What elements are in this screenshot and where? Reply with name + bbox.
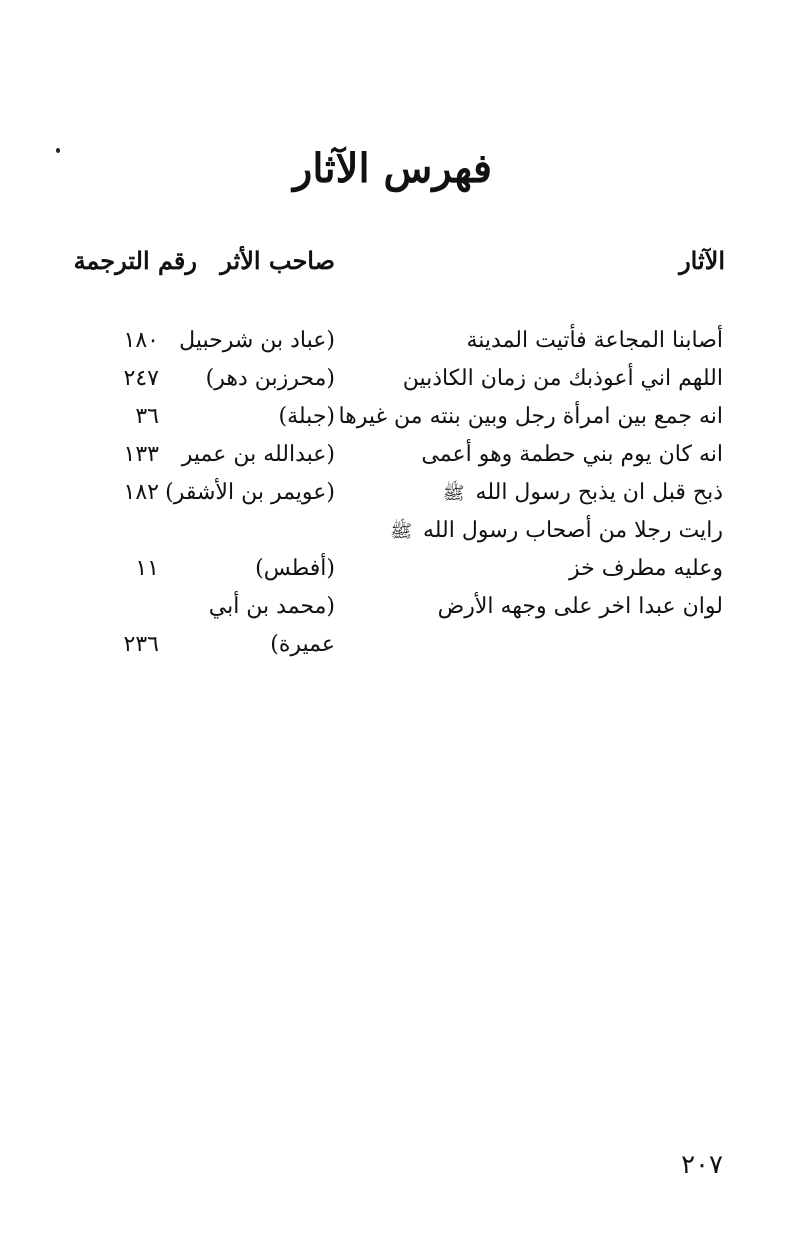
- row-owner: (محرزبن دهر): [205, 366, 335, 391]
- header-owner: صاحب الأثر: [220, 246, 335, 275]
- row-text: انه كان يوم بني حطمة وهو أعمى: [421, 442, 723, 467]
- row-number: ٣٦: [135, 404, 159, 429]
- row-owner: (عبدالله بن عمير: [181, 442, 335, 467]
- row-number: ١٣٣: [123, 442, 159, 467]
- table-row: [0, 550, 785, 588]
- table-row: [0, 588, 785, 626]
- row-number: ١١: [135, 556, 159, 581]
- page-number: ٢٠٧: [681, 1150, 723, 1180]
- row-number: ١٨٠: [123, 328, 159, 353]
- row-owner: (عباد بن شرحبيل: [179, 328, 335, 353]
- table-row: [0, 512, 785, 550]
- row-owner: (أفطس): [255, 556, 335, 581]
- row-text: انه جمع بين امرأة رجل وبين بنته من غيرها: [338, 404, 723, 429]
- table-row: [0, 360, 785, 398]
- row-text: اللهم اني أعوذبك من زمان الكاذبين: [402, 366, 723, 391]
- row-text: أصابنا المجاعة فأتيت المدينة: [466, 328, 723, 353]
- row-number: ١٨٢: [123, 480, 159, 505]
- row-text-with-salutation: [390, 512, 723, 551]
- page-title: فهرس الآثار: [293, 145, 492, 192]
- table-row: [0, 436, 785, 474]
- header-athar: الآثار: [679, 246, 725, 275]
- table-row: [0, 626, 785, 664]
- row-text: وعليه مطرف خز: [569, 556, 723, 581]
- salutation-glyph: ﷺ: [442, 483, 465, 504]
- row-owner: (محمد بن أبي: [208, 594, 335, 619]
- row-text: لوان عبدا اخر على وجهه الأرض: [437, 594, 723, 619]
- row-owner: عميرة): [270, 632, 335, 657]
- header-number: رقم الترجمة: [73, 246, 197, 275]
- table-row: [0, 322, 785, 360]
- row-text: رايت رجلا من أصحاب رسول الله: [422, 518, 723, 543]
- row-number: ٢٤٧: [123, 366, 159, 391]
- row-text-with-salutation: [443, 474, 723, 513]
- row-number: ٢٣٦: [123, 632, 159, 657]
- salutation-glyph: ﷺ: [390, 521, 412, 542]
- row-owner: (جبلة): [278, 404, 335, 429]
- row-text: ذبح قبل ان يذبح رسول الله: [475, 480, 723, 505]
- table-row: [0, 398, 785, 436]
- row-owner: (عويمر بن الأشقر): [165, 480, 335, 505]
- index-table: [0, 322, 785, 664]
- table-row: [0, 474, 785, 512]
